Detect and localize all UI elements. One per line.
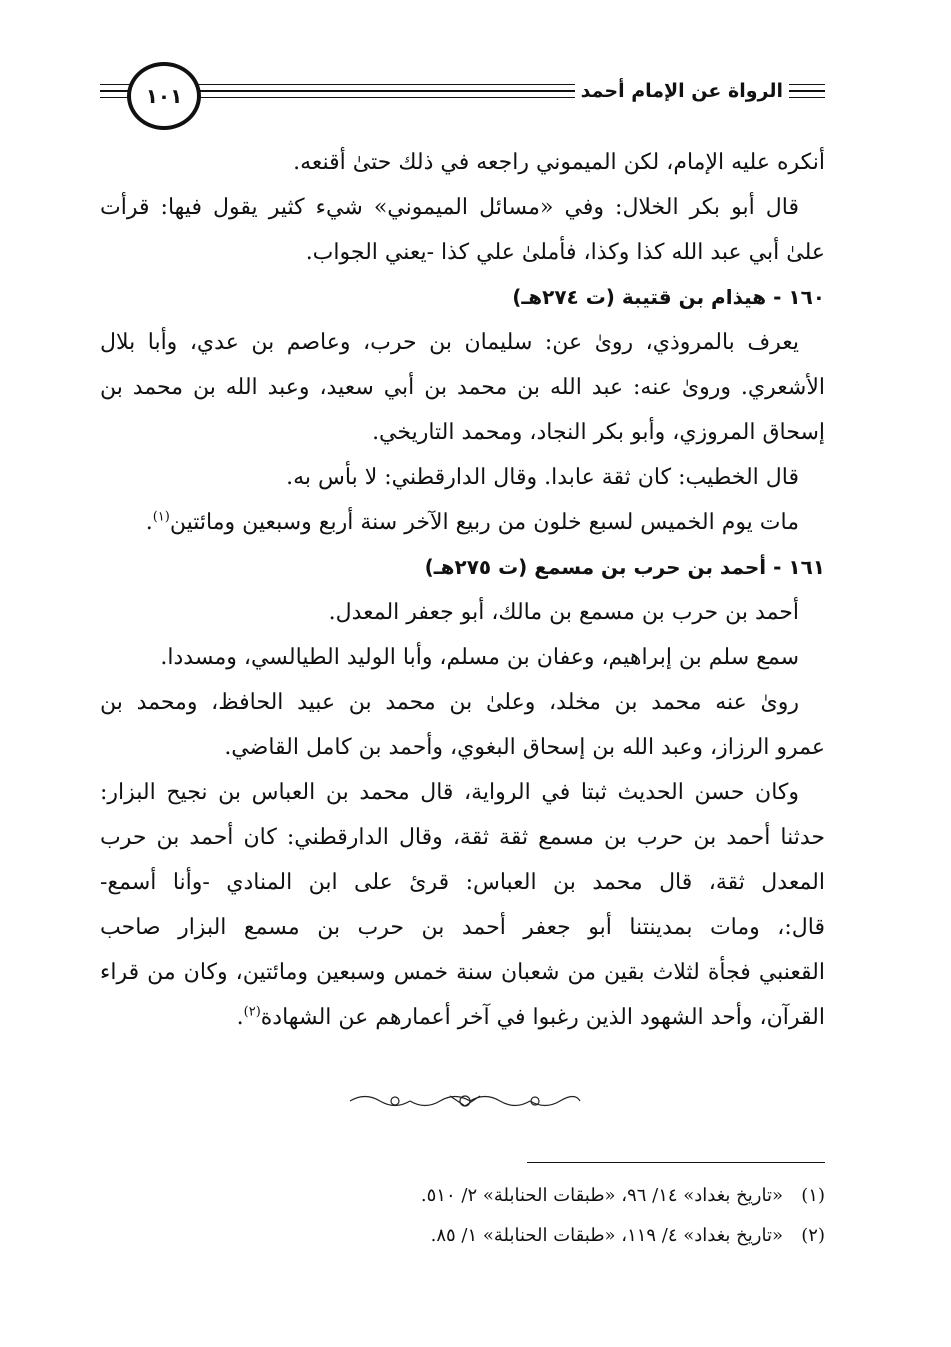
footnote-marker: (٢) xyxy=(243,1004,261,1020)
line-text: حدثنا أحمد بن حرب بن مسمع ثقة ثقة، وقال الدارقطني: كان أحمد بن حرب xyxy=(100,825,825,850)
line-text: المعدل ثقة، قال محمد بن العباس: قرئ على ابن المنادي -وأنا أسمع- xyxy=(100,870,825,895)
footnote xyxy=(100,1216,825,1256)
line-text: قال أبو بكر الخلال: وفي «مسائل الميموني» شيء كثير يقول فيها: قرأت xyxy=(100,195,799,220)
ornament-divider xyxy=(345,1090,585,1112)
line-text: القعنبي فجأة لثلاث بقين من شعبان سنة خمس وسبعين ومائتين، وكان من قراء xyxy=(100,960,825,985)
entry-heading xyxy=(100,545,825,590)
text-line xyxy=(100,140,825,185)
line-text: روىٰ عنه محمد بن مخلد، وعلىٰ بن محمد بن عبيد الحافظ، ومحمد بن xyxy=(100,690,799,715)
line-text: أنكره عليه الإمام، لكن الميموني راجعه في ذلك حتىٰ أقنعه. xyxy=(293,150,825,175)
line-text: الأشعري. وروىٰ عنه: عبد الله بن محمد بن أبي سعيد، وعبد الله بن محمد بن xyxy=(100,375,825,400)
line-tail: . xyxy=(236,1005,244,1030)
line-text: مات يوم الخميس لسبع خلون من ربيع الآخر سنة أربع وسبعين ومائتين xyxy=(169,510,799,535)
line-text: وكان حسن الحديث ثبتا في الرواية، قال محمد بن العباس بن نجيح البزار: xyxy=(100,780,799,805)
line-text: إسحاق المروزي، وأبو بكر النجاد، ومحمد التاريخي. xyxy=(372,420,825,445)
text-line xyxy=(100,995,825,1040)
footnote-number: (١) xyxy=(801,1185,825,1206)
line-text: علىٰ أبي عبد الله كذا وكذا، فأملىٰ علي كذا -يعني الجواب. xyxy=(305,240,825,265)
text-line xyxy=(100,725,825,770)
text-line xyxy=(100,365,825,410)
text-line xyxy=(100,950,825,995)
footnote-number: (٢) xyxy=(801,1225,825,1246)
footnotes xyxy=(100,1176,825,1256)
text-line xyxy=(100,770,825,815)
entry-heading xyxy=(100,275,825,320)
footnote-separator xyxy=(527,1162,825,1163)
page-number: ١٠١ xyxy=(145,84,183,108)
text-line xyxy=(100,410,825,455)
line-text: يعرف بالمروذي، روىٰ عن: سليمان بن حرب، وعاصم بن عدي، وأبا بلال xyxy=(100,330,799,355)
text-line xyxy=(100,230,825,275)
line-text: ١٦٠ - هيذام بن قتيبة (ت ٢٧٤هـ) xyxy=(512,285,825,309)
footnote-marker: (١) xyxy=(152,509,170,525)
text-line xyxy=(100,680,825,725)
page-number-badge xyxy=(127,62,201,130)
line-text: قال:، ومات بمدينتنا أبو جعفر أحمد بن حرب بن مسمع البزار صاحب xyxy=(100,915,825,940)
line-text: أحمد بن حرب بن مسمع بن مالك، أبو جعفر المعدل. xyxy=(328,600,799,625)
text-line xyxy=(100,500,825,545)
footnote-text: «تاريخ بغداد» ٤/ ١١٩، «طبقات الحنابلة» ١/ ٨٥. xyxy=(430,1225,783,1246)
running-title: الرواة عن الإمام أحمد xyxy=(575,80,789,102)
footnote-text: «تاريخ بغداد» ١٤/ ٩٦، «طبقات الحنابلة» ٢/ ٥١٠. xyxy=(420,1185,783,1206)
line-text: ١٦١ - أحمد بن حرب بن مسمع (ت ٢٧٥هـ) xyxy=(424,555,825,579)
footnote xyxy=(100,1176,825,1216)
line-text: قال الخطيب: كان ثقة عابدا. وقال الدارقطني: لا بأس به. xyxy=(286,465,799,490)
text-line xyxy=(100,860,825,905)
line-text: عمرو الرزاز، وعبد الله بن إسحاق البغوي، وأحمد بن كامل القاضي. xyxy=(224,735,825,760)
text-line xyxy=(100,185,825,230)
line-tail: . xyxy=(145,510,153,535)
text-line xyxy=(100,455,825,500)
text-line xyxy=(100,815,825,860)
page-header xyxy=(100,62,825,132)
text-line xyxy=(100,320,825,365)
main-text xyxy=(100,140,825,1040)
text-line xyxy=(100,590,825,635)
line-text: القرآن، وأحد الشهود الذين رغبوا في آخر أعمارهم عن الشهادة xyxy=(260,1005,825,1030)
text-line xyxy=(100,905,825,950)
line-text: سمع سلم بن إبراهيم، وعفان بن مسلم، وأبا الوليد الطيالسي، ومسددا. xyxy=(160,645,799,670)
text-line xyxy=(100,635,825,680)
